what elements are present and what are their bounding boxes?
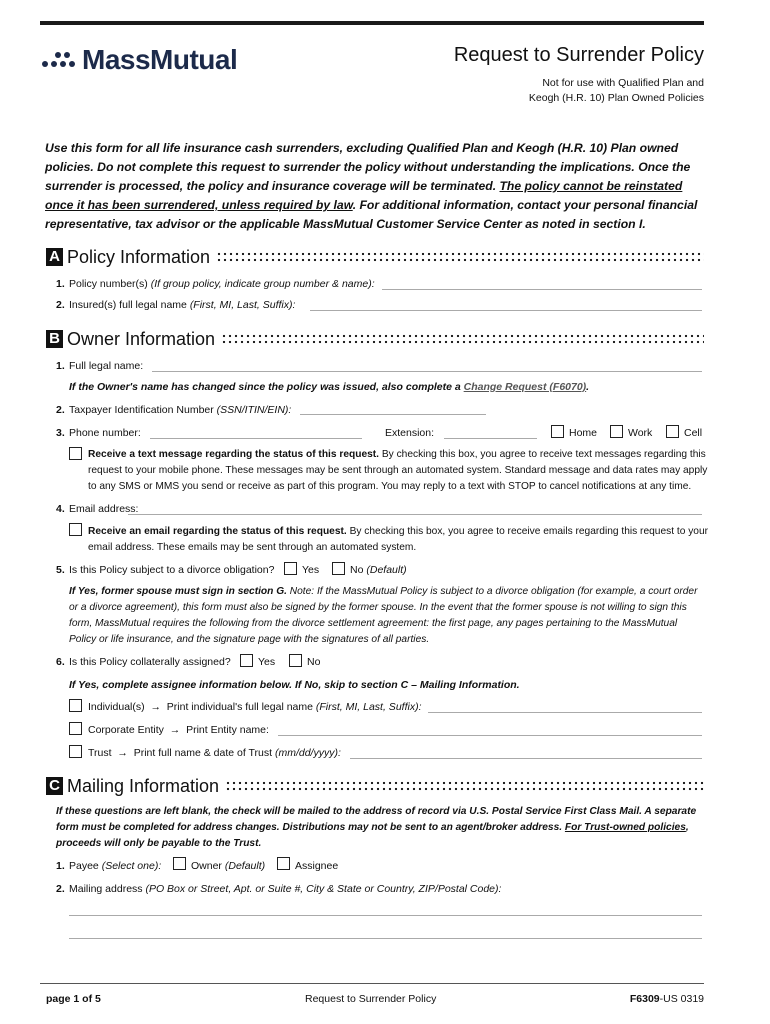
footer-title: Request to Surrender Policy bbox=[305, 993, 437, 1005]
home-label: Home bbox=[569, 427, 598, 439]
section-a-header: A Policy Information bbox=[46, 246, 704, 268]
logo-text: MassMutual bbox=[82, 44, 238, 75]
top-rule bbox=[40, 21, 704, 25]
collateral-no-label: No bbox=[307, 656, 321, 668]
payee-assignee-label: Assignee bbox=[295, 860, 339, 872]
payee-label: 1. Payee (Select one): bbox=[56, 860, 162, 872]
mailing-address-label: 2. Mailing address (PO Box or Street, Apt. or Suite #, City & State or Country, ZIP/Postal Code): bbox=[56, 883, 502, 895]
text-message-consent: Receive a text message regarding the status of this request. By checking this box, you agree to receive text messages regarding this request to your mobile phone. These messages may be sent through an automated system. Standard message and data rates may apply to any SMS or MMS you send or receive as part of this program. You may reply to a text with STOP to cancel notifications at any time. bbox=[88, 449, 708, 492]
mailing-address-line-1[interactable] bbox=[69, 914, 702, 916]
payee-assignee-checkbox[interactable] bbox=[277, 857, 290, 870]
divorce-question: 5. Is this Policy subject to a divorce obligation? bbox=[56, 564, 275, 576]
mailing-note: If these questions are left blank, the check will be mailed to the address of record via U.S. Postal Service First Class Mail. A separate form must be completed for address changes. Distributions may not be sent to an agent/broker address. For Trust-owned policies, proceeds will only be payable to the Trust. bbox=[56, 806, 697, 849]
email-status-checkbox[interactable] bbox=[69, 523, 82, 536]
email-field[interactable] bbox=[128, 513, 702, 515]
payee-owner-label: Owner (Default) bbox=[191, 860, 266, 872]
trust-label: Trust → Print full name & date of Trust (mm/dd/yyyy): bbox=[88, 747, 341, 759]
arrow-right-icon: → bbox=[150, 701, 161, 713]
individual-name-field[interactable] bbox=[428, 711, 702, 713]
payee-owner-checkbox[interactable] bbox=[173, 857, 186, 870]
corporate-name-field[interactable] bbox=[278, 734, 702, 736]
cell-checkbox[interactable] bbox=[666, 425, 679, 438]
text-message-checkbox[interactable] bbox=[69, 447, 82, 460]
logo-dots-icon bbox=[40, 47, 76, 73]
cell-label: Cell bbox=[684, 427, 703, 439]
name-change-note: If the Owner's name has changed since the policy was issued, also complete a Change Request (F6070). bbox=[69, 381, 590, 393]
footer-rule bbox=[40, 983, 704, 984]
email-label: 4. Email address: bbox=[56, 503, 139, 515]
assignee-note: If Yes, complete assignee information below. If No, skip to section C – Mailing Information. bbox=[69, 679, 520, 691]
change-request-link[interactable]: Change Request (F6070) bbox=[463, 381, 587, 393]
divorce-no-label: No (Default) bbox=[350, 564, 407, 576]
individual-label: Individual(s) → Print individual's full legal name (First, MI, Last, Suffix): bbox=[88, 701, 422, 713]
divorce-note: If Yes, former spouse must sign in section G. Note: If the MassMutual Policy is subject to a divorce obligation (for example, a court order or a divorce agreement), this form must also be signed by the former spouse. In the event that the former spouse is not willing to sign this form, MassMutual requires the following from the divorce settlement agreement: the first page, any pages pertaining to the MassMutual Policy or life insurance, and the signature page with the signatures of all parties. bbox=[69, 586, 698, 645]
collateral-yes-checkbox[interactable] bbox=[240, 654, 253, 667]
trust-checkbox[interactable] bbox=[69, 745, 82, 758]
work-label: Work bbox=[628, 427, 653, 439]
policy-number-field[interactable] bbox=[382, 288, 702, 290]
document-subtitle: Not for use with Qualified Plan and Keogh (H.R. 10) Plan Owned Policies bbox=[528, 77, 704, 104]
divorce-no-checkbox[interactable] bbox=[332, 562, 345, 575]
arrow-right-icon: → bbox=[117, 747, 128, 759]
tin-field[interactable] bbox=[300, 413, 486, 415]
divorce-yes-label: Yes bbox=[302, 564, 320, 576]
individual-checkbox[interactable] bbox=[69, 699, 82, 712]
insured-name-label: 2. Insured(s) full legal name (First, MI, Last, Suffix): bbox=[56, 299, 296, 311]
trust-name-field[interactable] bbox=[350, 757, 702, 759]
phone-label: 3. Phone number: bbox=[56, 427, 141, 439]
corporate-label: Corporate Entity → Print Entity name: bbox=[88, 724, 269, 736]
work-checkbox[interactable] bbox=[610, 425, 623, 438]
page-number: page 1 of 5 bbox=[46, 993, 101, 1005]
extension-label: Extension: bbox=[385, 427, 435, 439]
mailing-address-line-2[interactable] bbox=[69, 937, 702, 939]
home-checkbox[interactable] bbox=[551, 425, 564, 438]
document-title: Request to Surrender Policy bbox=[453, 44, 704, 66]
corporate-checkbox[interactable] bbox=[69, 722, 82, 735]
phone-field[interactable] bbox=[150, 437, 362, 439]
intro-paragraph: Use this form for all life insurance cash surrenders, excluding Qualified Plan and Keogh (H.R. 10) Plan owned policies. Do not complete this request to surrender the policy without understanding the implications. Once the surrender is processed, the policy and insurance coverage will be terminated. The policy cannot be reinstated once it has been surrendered, unless required by law. For additional information, contact your personal financial representative, tax advisor or the applicable MassMutual Customer Service Center as noted in section I. bbox=[45, 141, 698, 231]
insured-name-field[interactable] bbox=[310, 309, 702, 311]
section-c-header: C Mailing Information bbox=[46, 775, 704, 797]
form-code: F6309-US 0319 bbox=[629, 993, 704, 1005]
tin-label: 2. Taxpayer Identification Number (SSN/ITIN/EIN): bbox=[56, 404, 292, 416]
collateral-no-checkbox[interactable] bbox=[289, 654, 302, 667]
full-legal-name-label: 1. Full legal name: bbox=[56, 360, 144, 372]
collateral-yes-label: Yes bbox=[258, 656, 276, 668]
trust-owned-link[interactable]: For Trust-owned policies bbox=[564, 822, 686, 833]
logo bbox=[40, 44, 237, 76]
section-b-header: B Owner Information bbox=[46, 328, 704, 350]
arrow-right-icon: → bbox=[169, 724, 181, 736]
divorce-yes-checkbox[interactable] bbox=[284, 562, 297, 575]
collateral-question: 6. Is this Policy collaterally assigned? bbox=[56, 656, 231, 668]
email-consent: Receive an email regarding the status of this request. By checking this box, you agree to receive emails regarding this request to your email address. These emails may be sent through an automated system. bbox=[88, 526, 709, 553]
full-legal-name-field[interactable] bbox=[152, 370, 702, 372]
extension-field[interactable] bbox=[444, 437, 537, 439]
policy-number-label: 1. Policy number(s) (If group policy, indicate group number & name): bbox=[56, 278, 375, 290]
